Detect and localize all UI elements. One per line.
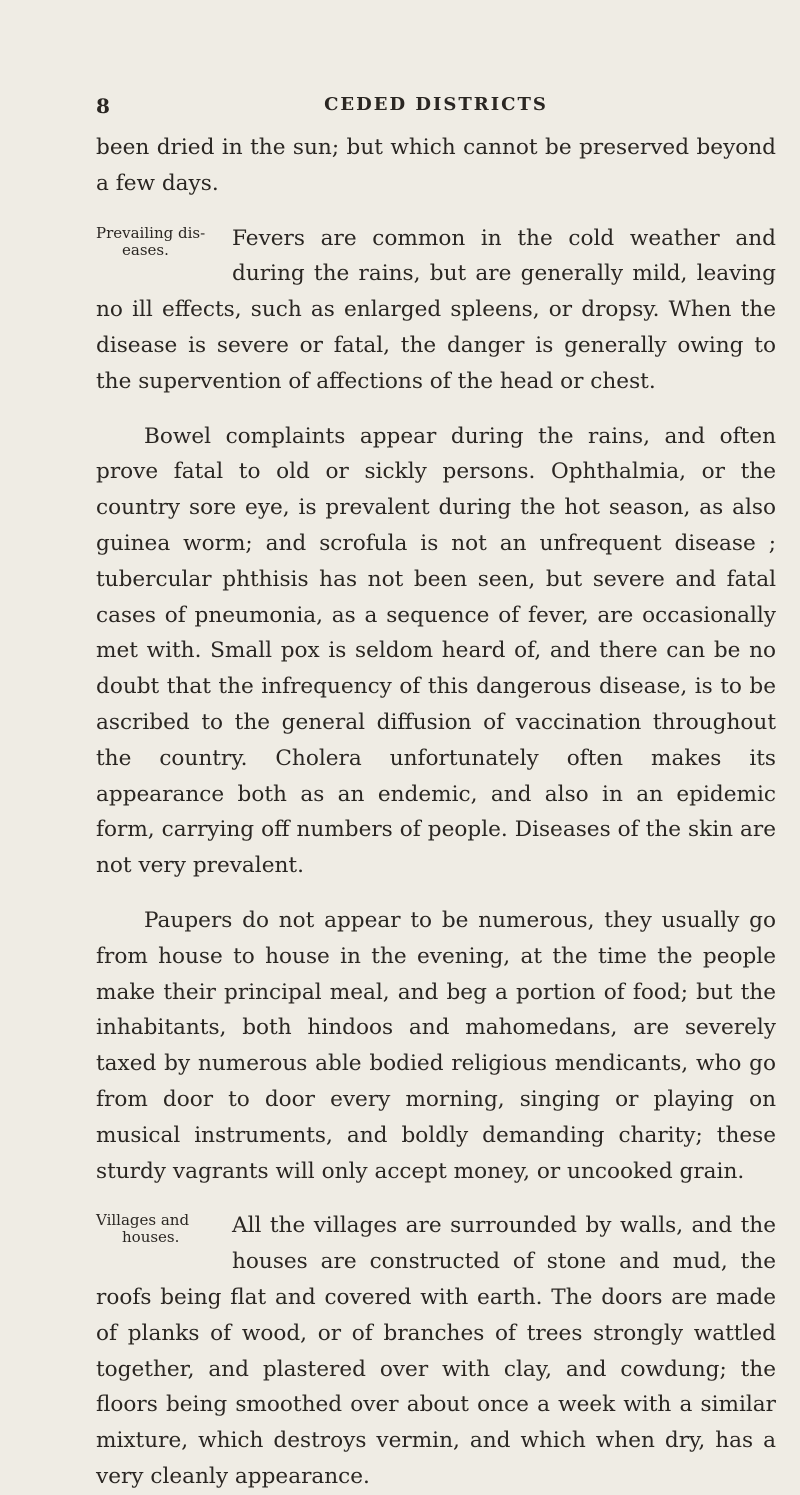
body-text bbox=[96, 130, 776, 1495]
page-number: 8 bbox=[96, 94, 110, 118]
side-heading-prevailing-diseases bbox=[96, 225, 218, 259]
side-heading-line: houses. bbox=[122, 1228, 180, 1247]
side-heading-line: eases. bbox=[122, 240, 169, 259]
side-heading-villages-and-houses bbox=[96, 1212, 218, 1246]
paragraph-text: All the villages are surrounded by walls, and the houses are constructed of stone and mud, the roofs being flat and covered with earth. The doors are made of planks of wood, or of branches of trees strongly wattled together, and plastered over with clay, and cowdung; the floors being smoothed over about once a week with a similar mixture, which destroys vermin, and which when dry, has a very cleanly appearance. bbox=[96, 1213, 776, 1489]
side-heading-line: Villages and bbox=[96, 1211, 190, 1230]
paragraph-text: Fevers are common in the cold weather and during the rains, but are generally mild, leaving no ill effects, such as enlarged spleens, or dropsy. When the disease is severe or fatal, the danger is generally owing to the supervention of affections of the head or chest. bbox=[96, 225, 776, 394]
paragraph-prevailing-diseases bbox=[96, 221, 776, 400]
page-header bbox=[96, 94, 776, 124]
running-title: CEDED DISTRICTS bbox=[324, 94, 548, 115]
paragraph-bowel-complaints: Bowel complaints appear during the rains, and often prove fatal to old or sickly persons. Ophthalmia, or the country sore eye, is prevalent during the hot season, as also guinea worm; and scrofula is not an unfrequent disease ; tubercular phthisis has not been seen, but severe and fatal cases of pneumonia, as a sequence of fever, are occasionally met with. Small pox is seldom heard of, and there can be no doubt that the infrequency of this dangerous disease, is to be ascribed to the general diffusion of vaccination throughout the country. Cholera unfortunately often makes its appearance both as an endemic, and also in an epidemic form, carrying off numbers of people. Diseases of the skin are not very prevalent. bbox=[96, 423, 776, 879]
paragraph-dried-in-sun: been dried in the sun; but which cannot be preserved beyond a few days. bbox=[96, 135, 776, 196]
paragraph-paupers: Paupers do not appear to be numerous, they usually go from house to house in the evening, at the time the people make their principal meal, and beg a portion of food; but the inhabitants, both hindoos and mahomedans, are severely taxed by numerous able bodied religious mendicants, who go from door to door every morning, singing or playing on musical instruments, and boldly demanding charity; these sturdy vagrants will only accept money, or uncooked grain. bbox=[96, 907, 776, 1184]
paragraph-villages-and-houses bbox=[96, 1208, 776, 1494]
side-heading-line: Prevailing dis- bbox=[96, 223, 206, 242]
